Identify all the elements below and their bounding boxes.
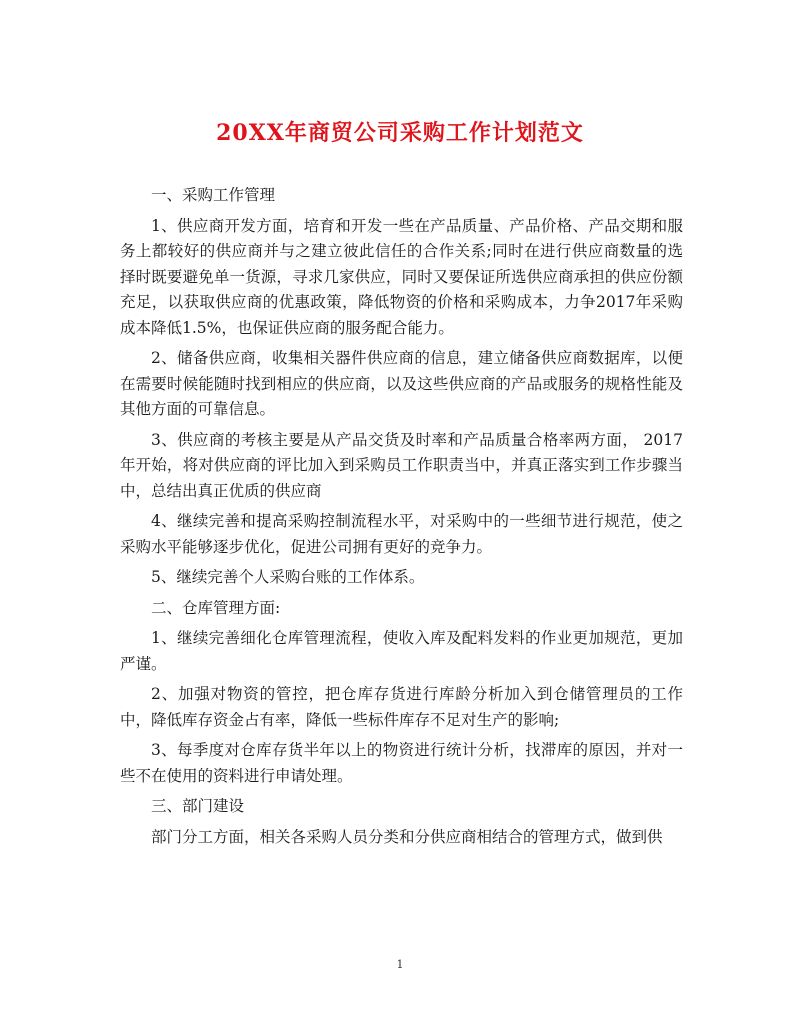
document-body bbox=[120, 183, 683, 855]
section-heading-department: 三、部门建设 bbox=[151, 797, 245, 815]
document-title: 20XX年商贸公司采购工作计划范文 bbox=[216, 120, 584, 146]
paragraph-ledger-system: 5、继续完善个人采购台账的工作体系。 bbox=[151, 568, 425, 586]
paragraph-division-of-labor: 部门分工方面，相关各采购人员分类和分供应商相结合的管理方式，做到供 bbox=[151, 827, 663, 846]
paragraph-inventory-control: 2、加强对物资的管控，把仓库存货进行库龄分析加入到仓储管理员的工作中，降低库存资金占有率，降低一些标件库存不足对生产的影响; bbox=[120, 685, 683, 729]
page-number: 1 bbox=[396, 958, 404, 971]
paragraph-quarterly-analysis: 3、每季度对仓库存货半年以上的物资进行统计分析，找滞库的原因，并对一些不在使用的资料进行申请处理。 bbox=[120, 741, 683, 785]
section-heading-procurement: 一、采购工作管理 bbox=[151, 186, 276, 204]
paragraph-supplier-assessment: 3、供应商的考核主要是从产品交货及时率和产品质量合格率两方面， 2017年开始，将对供应商的评比加入到采购员工作职责当中，并真正落实到工作步骤当中，总结出真正优质的供应商 bbox=[120, 430, 683, 500]
section-heading-warehouse: 二、仓库管理方面: bbox=[151, 598, 281, 617]
paragraph-warehouse-process: 1、继续完善细化仓库管理流程，使收入库及配料发料的作业更加规范，更加严谨。 bbox=[120, 629, 683, 673]
paragraph-reserve-suppliers: 2、储备供应商，收集相关器件供应商的信息，建立储备供应商数据库，以便在需要时候能随时找到相应的供应商，以及这些供应商的产品或服务的规格性能及其他方面的可靠信息。 bbox=[120, 349, 683, 418]
paragraph-supplier-development: 1、供应商开发方面，培育和开发一些在产品质量、产品价格、产品交期和服务上都较好的供应商并与之建立彼此信任的合作关系;同时在进行供应商数量的选择时既要避免单一货源，寻求几家供应，同时又要保证所选供应商承担的供应份额充足，以获取供应商的优惠政策，降低物资的价格和采购成本，力争2017年采购成本降低1.5%，也保证供应商的服务配合能力。 bbox=[120, 216, 683, 337]
paragraph-process-control: 4、继续完善和提高采购控制流程水平，对采购中的一些细节进行规范，使之采购水平能够逐步优化，促进公司拥有更好的竞争力。 bbox=[120, 512, 683, 556]
